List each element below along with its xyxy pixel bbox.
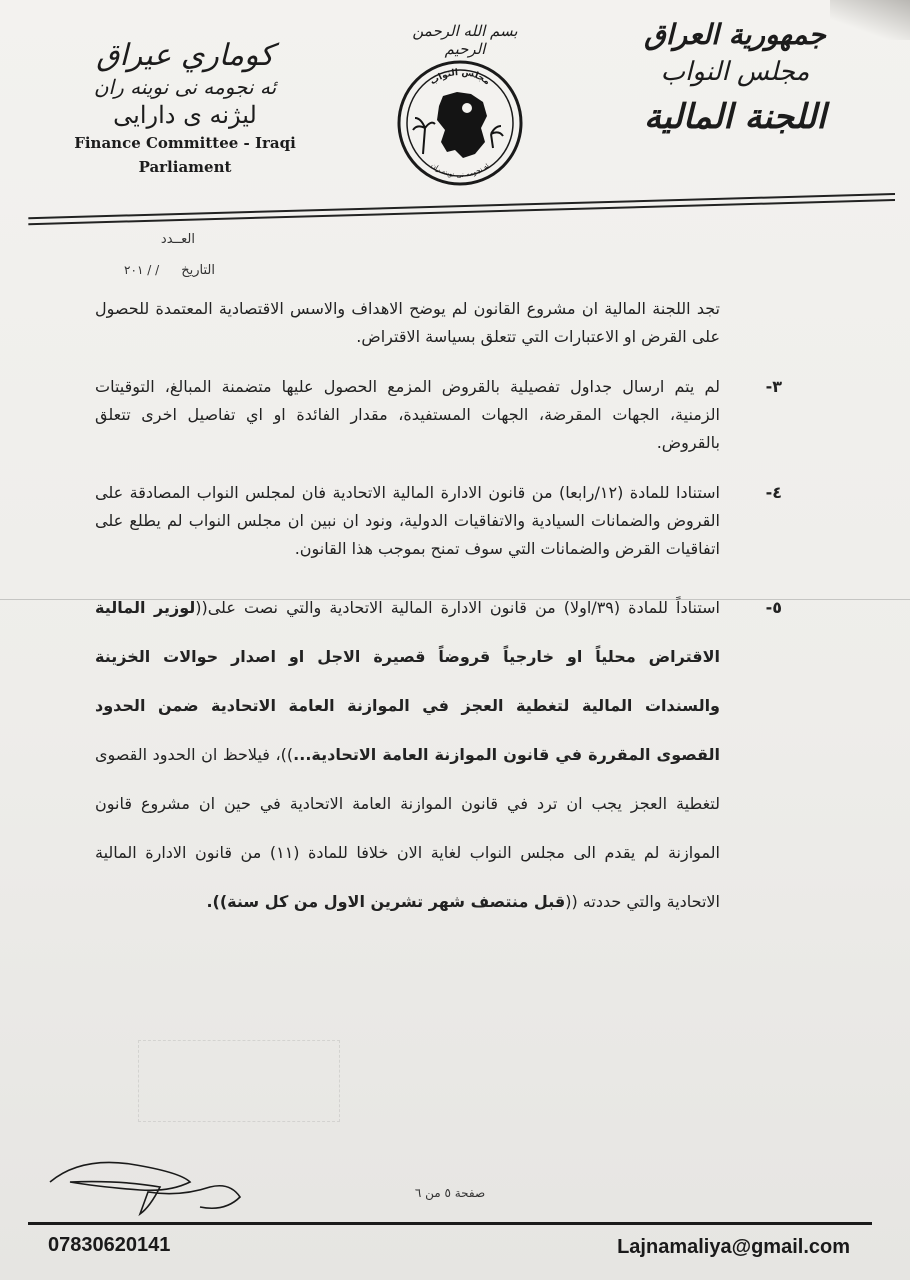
letter-body [95, 295, 782, 926]
item-marker: ٤- [765, 483, 782, 502]
letterhead-line-parliament: مجلس النواب [660, 57, 810, 87]
english-parliament: Parliament [138, 158, 232, 176]
parliament-emblem-icon [395, 58, 525, 188]
header-divider-bottom [28, 199, 895, 225]
intro-paragraph: تجد اللجنة المالية ان مشروع القانون لم يوضح الاهداف والاسس الاقتصادية المعتمدة للحصول على القرض او الاعتبارات التي تتعلق بسياسة الاقتراض. [95, 299, 720, 346]
letterhead-line-committee: اللجنة المالية [643, 97, 826, 137]
item-quoted-text: لوزير المالية الاقتراض محلياً او خارجياً قروضاً قصيرة الاجل او اصدار حوالات الخزينة والسندات المالية لتغطية العجز في الموازنة العامة الاتحادية ضمن الحدود القصوى المقررة في قانون الموازنة العامة الاتحادية... [95, 598, 720, 764]
item-text-intro: استناداً للمادة (٣٩/اولا) من قانون الادارة المالية الاتحادية والتي نصت على(( [195, 598, 721, 617]
english-committee-name: Finance Committee - Iraqi [74, 134, 296, 152]
kurdish-english-letterhead [60, 38, 310, 177]
page-corner-shadow [830, 0, 910, 40]
list-item [95, 583, 782, 926]
contact-phone: 07830620141 [48, 1234, 171, 1256]
kurdish-line-republic: كوماري عيراق [96, 38, 274, 73]
emblem-bottom-text: ئه نجومه نى نوينه ران [429, 161, 491, 180]
list-item [95, 373, 782, 457]
page-number: صفحة ٥ من ٦ [414, 1186, 486, 1200]
basmala: بسم الله الرحمن الرحيم [412, 22, 518, 58]
item-quoted-deadline: قبل منتصف شهر تشرين الاول من كل سنة [227, 892, 566, 911]
contact-email: Lajnamaliya@gmail.com [617, 1236, 850, 1258]
emblem-top-text: مجلس النواب [428, 67, 492, 88]
date-row [55, 255, 215, 286]
letterhead-line-republic: جمهورية العراق [644, 18, 826, 51]
item-marker: ٥- [765, 598, 782, 617]
arabic-letterhead [630, 18, 840, 137]
item-text-middle: ))، فيلاحظ ان الحدود القصوى لتغطية العجز يجب ان ترد في قانون الموازنة العامة الاتحادية في حين ان مشروع قانون الموازنة لم يقدم الى مجلس النواب لغاية الان خلافا للمادة (١١) من قانون الادارة المالية الاتحادية والتي حددته (( [95, 745, 720, 911]
item-text: لم يتم ارسال جداول تفصيلية بالقروض المزمع الحصول عليها متضمنة المبالغ، التوقيتات الزمنية، الجهات المقرضة، الجهات المستفيدة، مقدار الفائدة او اي تفاصيل اخرى تتعلق بالقروض. [95, 377, 720, 452]
signature-icon [40, 1152, 260, 1222]
number-label: العــدد [160, 232, 195, 247]
item-marker: ٣- [765, 377, 782, 396]
list-item [95, 479, 782, 563]
item-text: استنادا للمادة (١٢/رابعا) من قانون الادارة المالية الاتحادية فان لمجلس النواب المصادقة على القروض والضمانات السيادية والاتفاقيات الدولية، ونود ان نبين ان مجلس النواب لم يطلع على اتفاقيات القرض والضمانات التي سوف تمنح بموجب هذا القانون. [95, 483, 721, 558]
header-divider-top [28, 193, 895, 219]
kurdish-line-parliament: ئه نجومه نى نوينه ران [93, 75, 277, 99]
paper-fold-line [0, 599, 910, 600]
date-label: التاريخ [181, 263, 215, 278]
date-template: / / ٢٠١ [124, 263, 160, 277]
reference-block [55, 225, 215, 286]
item-text-end: )). [206, 892, 228, 911]
faint-stamp-impression [138, 1040, 340, 1122]
kurdish-line-committee: ليژنه ى دارايى [113, 101, 257, 129]
footer-divider [28, 1222, 872, 1225]
